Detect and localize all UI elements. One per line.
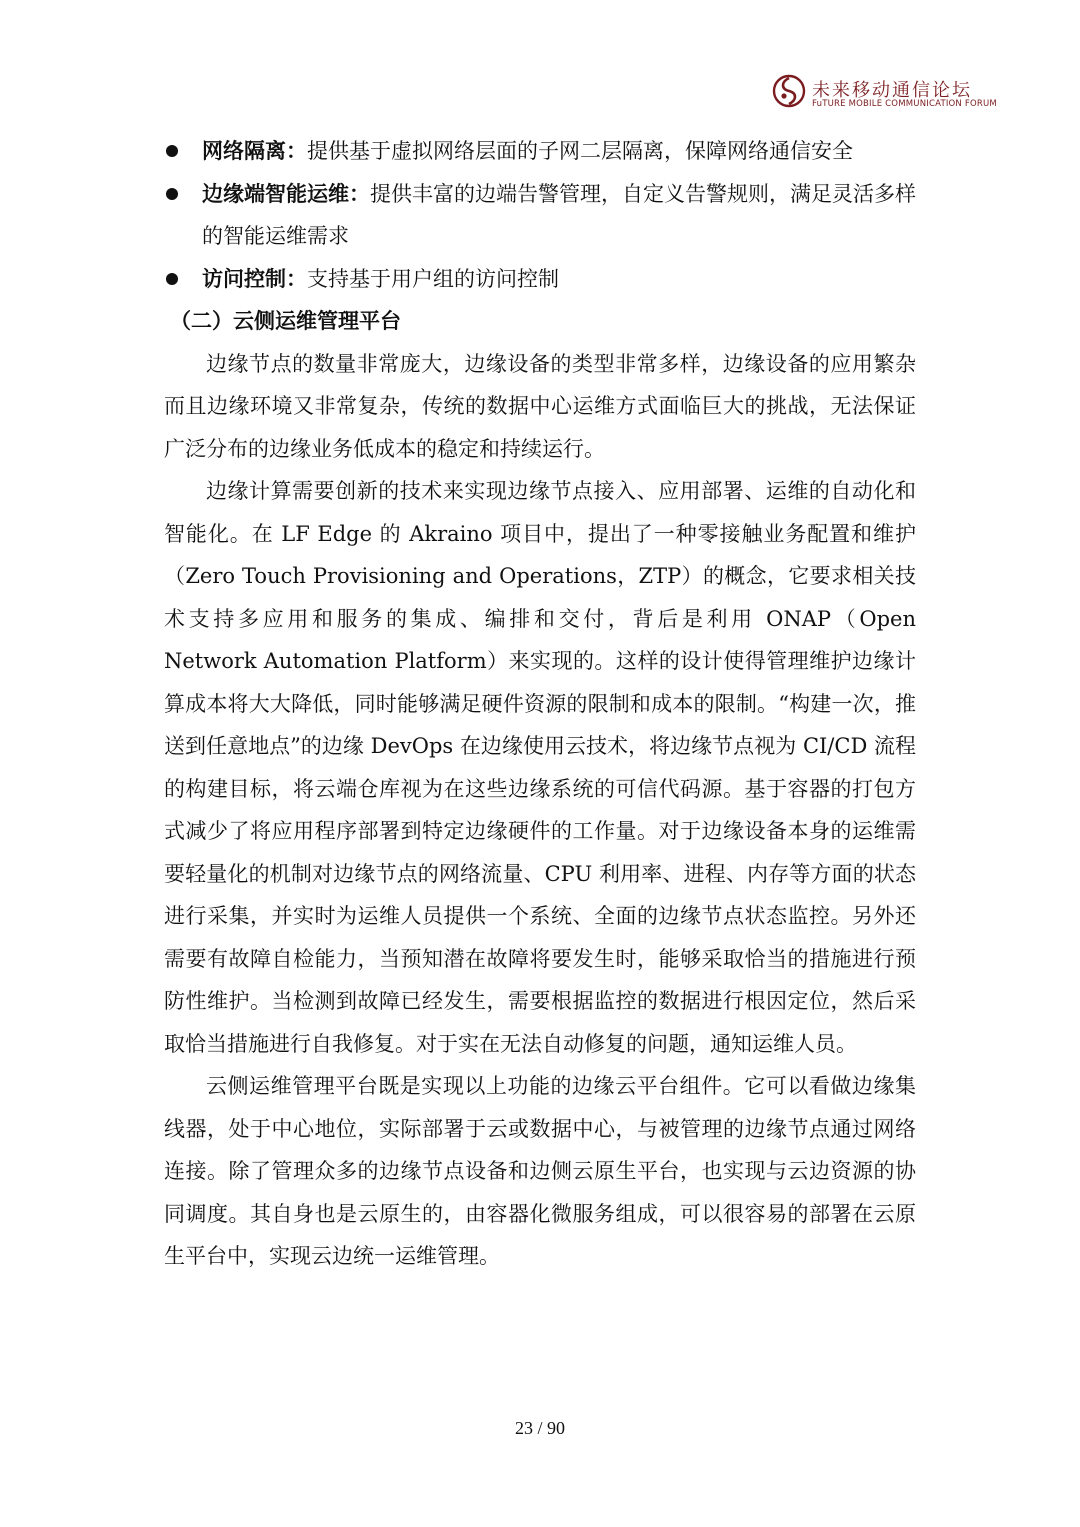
page-content <box>164 130 916 1278</box>
logo-chinese-name: 未来移动通信论坛 <box>812 80 972 101</box>
forum-logo-icon <box>772 74 806 108</box>
section-heading: （二）云侧运维管理平台 <box>170 308 401 333</box>
bullet-item <box>164 173 916 258</box>
bullet-item <box>164 130 916 173</box>
bullet-dot-icon <box>166 145 178 157</box>
bullet-item <box>164 258 916 301</box>
body-paragraph: 边缘计算需要创新的技术来实现边缘节点接入、应用部署、运维的自动化和智能化。在 LF Edge 的 Akraino 项目中，提出了一种零接触业务配置和维护（Zero Touch Provisioning and Operations，ZTP）的概念，它要求相关技术支持多应用和服务的集成、编排和交付，背后是利用 ONAP（Open Network Automation Platform）来实现的。这样的设计使得管理维护边缘计算成本将大大降低，同时能够满足硬件资源的限制和成本的限制。“构建一次，推送到任意地点”的边缘 DevOps 在边缘使用云技术，将边缘节点视为 CI/CD 流程的构建目标，将云端仓库视为在这些边缘系统的可信代码源。基于容器的打包方式减少了将应用程序部署到特定边缘硬件的工作量。对于边缘设备本身的运维需要轻量化的机制对边缘节点的网络流量、CPU 利用率、进程、内存等方面的状态进行采集，并实时为运维人员提供一个系统、全面的边缘节点状态监控。另外还需要有故障自检能力，当预知潜在故障将要发生时，能够采取恰当的措施进行预防性维护。当检测到故障已经发生，需要根据监控的数据进行根因定位，然后采取恰当措施进行自我修复。对于实在无法自动修复的问题，通知运维人员。 <box>164 479 916 1056</box>
bullet-text: 提供丰富的边端告警管理，自定义告警规则，满足灵活多样的智能运维需求 <box>202 181 916 248</box>
bullet-text: 提供基于虚拟网络层面的子网二层隔离，保障网络通信安全 <box>307 139 853 163</box>
bullet-dot-icon <box>166 273 178 285</box>
bullet-dot-icon <box>166 188 178 200</box>
bullet-title: 边缘端智能运维： <box>202 180 370 206</box>
header-logo <box>772 68 1052 118</box>
bullet-title: 网络隔离： <box>202 138 307 163</box>
bullet-title: 访问控制： <box>202 265 307 291</box>
body-paragraph: 云侧运维管理平台既是实现以上功能的边缘云平台组件。它可以看做边缘集线器，处于中心地位，实际部署于云或数据中心，与被管理的边缘节点通过网络连接。除了管理众多的边缘节点设备和边侧云原生平台，也实现与云边资源的协同调度。其自身也是云原生的，由容器化微服务组成，可以很容易的部署在云原生平台中，实现云边统一运维管理。 <box>164 1074 916 1268</box>
page-number: 23 / 90 <box>514 1418 565 1438</box>
logo-english-name: FuTURE MOBILE COMMUNICATION FORUM <box>812 99 997 109</box>
body-paragraph: 边缘节点的数量非常庞大，边缘设备的类型非常多样，边缘设备的应用繁杂而且边缘环境又非常复杂，传统的数据中心运维方式面临巨大的挑战，无法保证广泛分布的边缘业务低成本的稳定和持续运行。 <box>164 351 916 461</box>
bullet-text: 支持基于用户组的访问控制 <box>307 266 559 291</box>
